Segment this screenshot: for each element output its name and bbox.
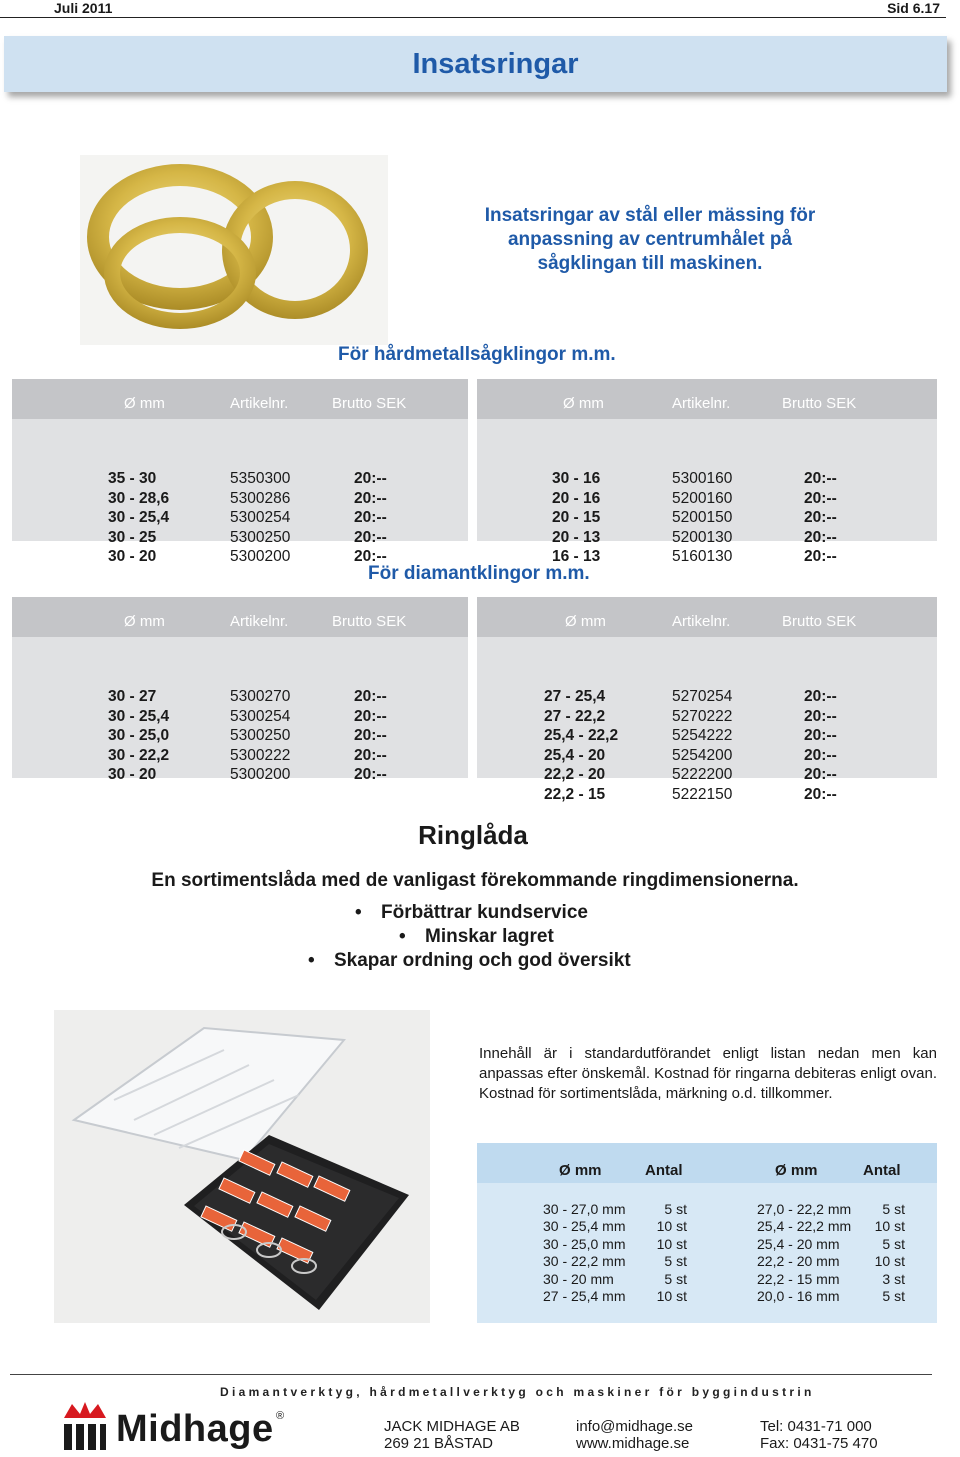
bullet-icon: • [399, 926, 406, 947]
company-name: JACK MIDHAGE AB [384, 1418, 520, 1435]
table-header [477, 1143, 937, 1183]
table-cell: 5 st [664, 1253, 687, 1270]
table-cell: 5300286 [230, 489, 291, 507]
intro-line: sågklingan till maskinen. [537, 253, 763, 274]
crown-icon [62, 1402, 108, 1454]
col-header-art: Artikelnr. [230, 395, 289, 412]
dim-column [552, 469, 600, 567]
table-cell: 5 st [882, 1235, 905, 1252]
table-cell: 20,0 - 16 mm [757, 1287, 840, 1304]
dim-column [757, 1201, 851, 1305]
table-cell: 30 - 20 [108, 548, 157, 566]
page-title: Insatsringar [412, 48, 579, 80]
table-cell: 5200130 [672, 528, 733, 546]
header-date: Juli 2011 [54, 0, 113, 16]
bullet-icon: • [355, 902, 362, 923]
table-cell: 30 - 28,6 [108, 489, 170, 507]
table-cell: 20:-- [354, 528, 387, 546]
table-cell: 3 st [882, 1270, 905, 1287]
logo-wordmark: Midhage [116, 1408, 274, 1450]
table-cell: 5300250 [230, 727, 291, 745]
table-cell: 25,4 - 20 [544, 746, 606, 764]
qty-column [647, 1201, 687, 1305]
table-cell: 30 - 25 [108, 528, 157, 546]
table-cell: 20:-- [804, 489, 837, 507]
list-item-text: Minskar lagret [425, 926, 554, 947]
col-header-art: Artikelnr. [230, 613, 289, 630]
col-header-qty: Antal [863, 1162, 901, 1179]
table-cell: 22,2 - 20 [544, 766, 606, 784]
table-cell: 20:-- [804, 509, 837, 527]
table-cell: 20:-- [354, 489, 387, 507]
table-cell: 20:-- [354, 688, 387, 705]
table-cell: 27 - 22,2 [544, 707, 606, 725]
table-cell: 22,2 - 15 mm [757, 1270, 840, 1287]
art-column [672, 687, 732, 805]
ringlada-subtitle: En sortimentslåda med de vanligast förekommande ringdimensionerna. [151, 870, 799, 891]
list-item [308, 950, 631, 974]
header-divider [0, 17, 946, 18]
website-link[interactable]: www.midhage.se [576, 1435, 690, 1452]
table-cell: 20 - 15 [552, 509, 601, 527]
brass-rings-image [80, 155, 388, 345]
table-cell: 5300222 [230, 746, 291, 764]
art-column [230, 687, 290, 785]
table-cell: 20:-- [804, 548, 837, 566]
table-cell: 30 - 20 [108, 766, 157, 784]
table-header [477, 597, 937, 637]
table-cell: 10 st [874, 1253, 905, 1270]
table-cell: 20:-- [804, 707, 837, 725]
table-cell: 10 st [656, 1287, 687, 1304]
dim-column [544, 687, 618, 805]
table-cell: 5 st [882, 1287, 905, 1304]
col-header-price: Brutto SEK [332, 613, 407, 630]
price-column [354, 469, 387, 567]
table-cell: 5160130 [672, 548, 733, 566]
table-cell: 10 st [874, 1218, 905, 1235]
intro-line: Insatsringar av stål eller mässing för [484, 205, 816, 226]
table-cell: 5 st [882, 1201, 905, 1217]
table-cell: 5270254 [672, 688, 733, 705]
registered-mark: ® [276, 1410, 285, 1422]
table-cell: 20:-- [354, 766, 387, 784]
diamond-table-left [12, 597, 468, 784]
table-cell: 20:-- [354, 727, 387, 745]
footer-phone [760, 1418, 878, 1452]
col-header-dim: Ø mm [124, 613, 165, 630]
table-cell: 5300200 [230, 548, 291, 566]
table-cell: 5254222 [672, 727, 733, 745]
table-cell: 20 - 13 [552, 528, 601, 546]
table-cell: 27 - 25,4 [544, 688, 606, 705]
price-column [804, 469, 837, 567]
list-item [399, 926, 554, 950]
table-cell: 20:-- [354, 509, 387, 527]
title-banner [4, 36, 947, 92]
assortment-box-photo [54, 1010, 430, 1323]
col-header-price: Brutto SEK [332, 395, 407, 412]
table-cell: 5222200 [672, 766, 733, 784]
hardmetal-table-left [12, 379, 468, 566]
table-cell: 22,2 - 15 [544, 785, 606, 803]
section-title-diamond: För diamantklingor m.m. [368, 563, 590, 584]
price-column [354, 687, 387, 785]
col-header-dim: Ø mm [559, 1162, 602, 1179]
intro-line: anpassning av centrumhålet på [507, 229, 793, 250]
phone-number: Tel: 0431-71 000 [760, 1418, 872, 1435]
dim-column [543, 1201, 625, 1305]
list-item-text: Skapar ordning och god översikt [334, 950, 631, 971]
dim-column [108, 687, 169, 785]
table-cell: 20:-- [804, 528, 837, 546]
footer-contact [576, 1418, 693, 1452]
table-header [12, 379, 468, 419]
table-cell: 5270222 [672, 707, 733, 725]
table-cell: 5222150 [672, 785, 733, 803]
table-cell: 30 - 22,2 [108, 746, 170, 764]
list-item-text: Förbättrar kundservice [381, 902, 588, 923]
company-address: 269 21 BÅSTAD [384, 1435, 493, 1452]
table-cell: 30 - 16 [552, 470, 601, 487]
col-header-art: Artikelnr. [672, 395, 731, 412]
table-cell: 30 - 25,4 mm [543, 1218, 626, 1235]
qty-column [865, 1201, 905, 1305]
table-cell: 30 - 27,0 mm [543, 1201, 626, 1217]
col-header-qty: Antal [645, 1162, 683, 1179]
table-cell: 30 - 20 mm [543, 1270, 614, 1287]
table-cell: 27,0 - 22,2 mm [757, 1201, 852, 1217]
col-header-dim: Ø mm [124, 395, 165, 412]
table-cell: 20:-- [354, 470, 387, 487]
table-cell: 5300160 [672, 470, 733, 487]
table-cell: 30 - 25,4 [108, 509, 170, 527]
table-cell: 5200160 [672, 489, 733, 507]
list-item [355, 902, 588, 926]
col-header-dim: Ø mm [775, 1162, 818, 1179]
table-header [12, 597, 468, 637]
footer-tagline: Diamantverktyg, hårdmetallverktyg och maskiner för byggindustrin [220, 1385, 815, 1399]
table-cell: 16 - 13 [552, 548, 601, 566]
price-column [804, 687, 837, 805]
table-cell: 25,4 - 22,2 [544, 727, 619, 745]
table-cell: 30 - 25,0 [108, 727, 170, 745]
table-cell: 5 st [664, 1201, 687, 1217]
box-description: Innehåll är i standardutförandet enligt listan nedan men kan anpassas efter önskemål. Kostnad för ringarna debiteras enligt ovan. Kostnad för sortimentslåda, märkning o.d. tillkommer. [479, 1045, 937, 1102]
header-page-number: Sid 6.17 [887, 0, 940, 16]
col-header-dim: Ø mm [563, 395, 604, 412]
table-cell: 5300254 [230, 707, 291, 725]
table-cell: 25,4 - 20 mm [757, 1235, 840, 1252]
table-cell: 5300270 [230, 688, 291, 705]
table-cell: 20:-- [804, 785, 837, 803]
table-cell: 20:-- [354, 548, 387, 566]
footer-divider [10, 1374, 932, 1375]
table-cell: 20 - 16 [552, 489, 601, 507]
dim-column [108, 469, 169, 567]
table-cell: 10 st [656, 1218, 687, 1235]
assortment-box-image [54, 1010, 430, 1323]
table-cell: 20:-- [354, 707, 387, 725]
col-header-price: Brutto SEK [782, 395, 857, 412]
section-title-hardmetal: För hårdmetallsågklingor m.m. [338, 344, 616, 365]
table-cell: 20:-- [804, 688, 837, 705]
table-cell: 5200150 [672, 509, 733, 527]
midhage-logo [62, 1400, 292, 1456]
table-cell: 30 - 27 [108, 688, 157, 705]
table-cell: 5300250 [230, 528, 291, 546]
table-cell: 35 - 30 [108, 470, 157, 487]
table-cell: 25,4 - 22,2 mm [757, 1218, 852, 1235]
table-cell: 27 - 25,4 mm [543, 1287, 626, 1304]
ringlada-title: Ringlåda [418, 820, 528, 850]
col-header-dim: Ø mm [565, 613, 606, 630]
hardmetal-table-right [477, 379, 937, 566]
bullet-icon: • [308, 950, 315, 971]
table-cell: 5300254 [230, 509, 291, 527]
table-cell: 5350300 [230, 470, 291, 487]
table-cell: 10 st [656, 1235, 687, 1252]
table-cell: 20:-- [354, 746, 387, 764]
table-cell: 5300200 [230, 766, 291, 784]
diamond-table-right [477, 597, 937, 803]
table-cell: 20:-- [804, 766, 837, 784]
table-cell: 30 - 22,2 mm [543, 1253, 626, 1270]
table-cell: 20:-- [804, 470, 837, 487]
col-header-art: Artikelnr. [672, 613, 731, 630]
col-header-price: Brutto SEK [782, 613, 857, 630]
insert-rings-photo [80, 155, 388, 345]
email-link[interactable]: info@midhage.se [576, 1418, 693, 1435]
table-cell: 30 - 25,0 mm [543, 1235, 626, 1252]
table-cell: 20:-- [804, 727, 837, 745]
assortment-content-table [477, 1143, 937, 1323]
footer-company [384, 1418, 520, 1452]
table-cell: 30 - 25,4 [108, 707, 170, 725]
table-cell: 5254200 [672, 746, 733, 764]
table-cell: 20:-- [804, 746, 837, 764]
intro-text [440, 204, 860, 276]
art-column [230, 469, 290, 567]
table-cell: 22,2 - 20 mm [757, 1253, 840, 1270]
art-column [672, 469, 732, 567]
fax-number: Fax: 0431-75 470 [760, 1435, 878, 1452]
table-header [477, 379, 937, 419]
table-cell: 5 st [664, 1270, 687, 1287]
